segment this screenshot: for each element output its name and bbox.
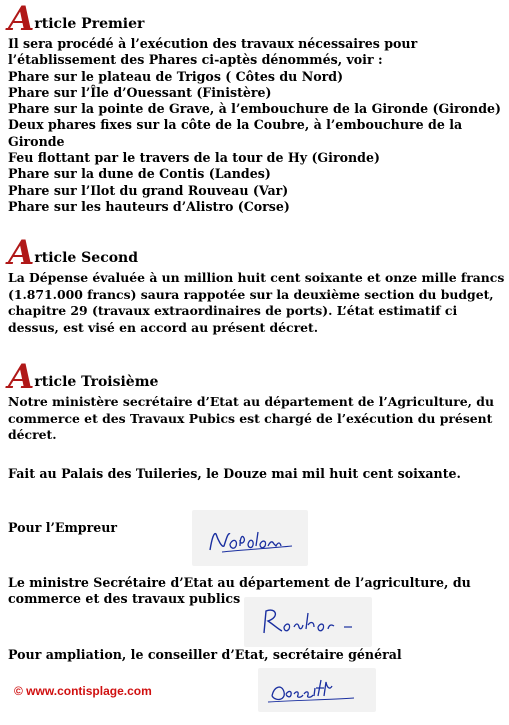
text-line: Phare sur l’Île d’Ouessant (Finistère) (8, 84, 272, 100)
text-line: Phare sur le plateau de Trigos ( Côtes du Nord) (8, 68, 344, 84)
text-line: Phare sur l’Ilot du grand Rouveau (Var) (8, 182, 289, 198)
conseiller-label: Pour ampliation, le conseiller d’Etat, secrétaire général (8, 647, 402, 662)
signature-napoleon (192, 510, 308, 566)
copyright-link[interactable]: © www.contisplage.com (14, 684, 152, 698)
article-title: rticle Second (34, 250, 139, 266)
drop-cap: A (8, 233, 35, 273)
article-premier (8, 0, 505, 215)
signature-napoleon-image (192, 510, 308, 566)
signature-rouher-image (244, 597, 372, 647)
article-heading (8, 357, 505, 397)
article-title: rticle Premier (34, 16, 145, 32)
article-heading (8, 0, 505, 39)
article-troisieme (8, 357, 505, 444)
text-line: Deux phares fixes sur la côte de la Coubre, à l’embouchure de la (8, 117, 463, 133)
article-title: rticle Troisième (34, 374, 159, 390)
signature-dessith (258, 668, 376, 712)
article-second (8, 233, 505, 336)
drop-cap: A (8, 357, 35, 397)
text-line: Gironde (8, 133, 65, 149)
article-body: Notre ministère secrétaire d’Etat au département de l’Agriculture, du commerce et des Travaux Pubics est chargé de l’exécution du présent décret. (8, 394, 494, 443)
text-line: l’établissement des Phares ci-aptès dénommés, voir : (8, 52, 383, 68)
article-body (8, 36, 505, 215)
text-line: Phare sur la dune de Contis (Landes) (8, 166, 271, 182)
text-line: Il sera procédé à l’exécution des travaux nécessaires pour (8, 36, 418, 51)
emperor-label: Pour l’Empreur (8, 520, 118, 535)
done-at-text: Fait au Palais des Tuileries, le Douze mai mil huit cent soixante. (8, 466, 461, 481)
drop-cap: A (8, 0, 35, 39)
article-heading (8, 233, 505, 273)
text-line: Phare sur les hauteurs d’Alistro (Corse) (8, 198, 290, 214)
text-line: Feu flottant par le travers de la tour de Hy (Gironde) (8, 150, 380, 166)
article-body: La Dépense évaluée à un million huit cent soixante et onze mille francs (1.871.000 francs) saura rappotée sur la deuxième section du budget, chapitre 29 (travaux extraordinaires de ports). L’état estimatif ci dessus, est visé en accord au présent décret. (8, 270, 505, 335)
signature-dessith-image (258, 668, 376, 712)
minister-label: Le ministre Secrétaire d’Etat au département de l’agriculture, du commerce et des travaux publics (8, 575, 471, 606)
text-line: Phare sur la pointe de Grave, à l’embouchure de la Gironde (Gironde) (8, 101, 501, 117)
signature-rouher (244, 597, 372, 647)
